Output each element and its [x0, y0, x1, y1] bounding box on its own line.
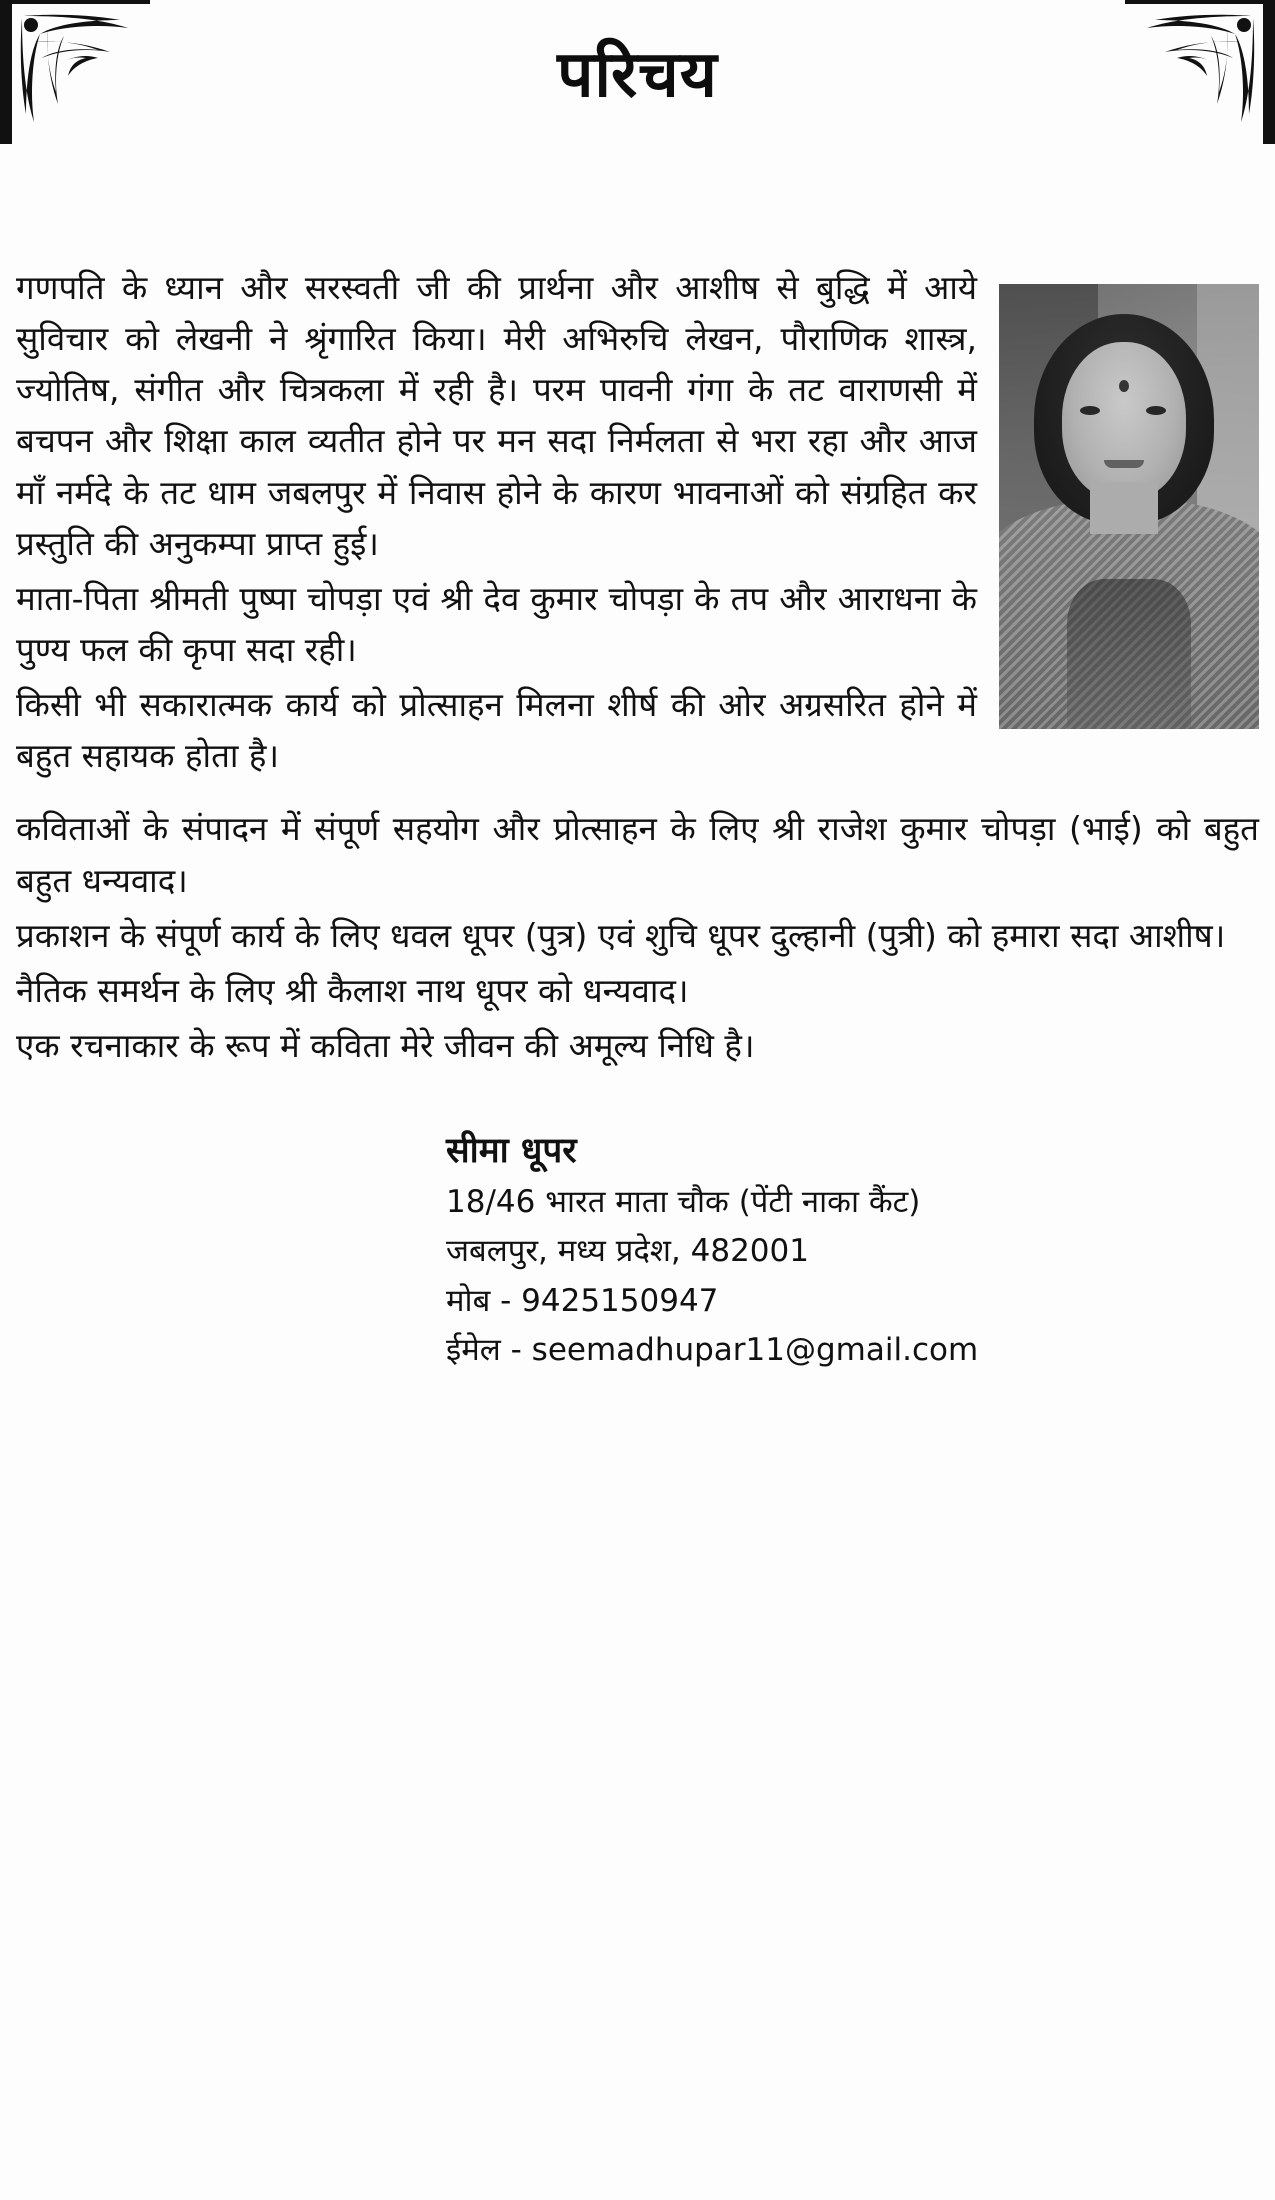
- document-body: [16, 262, 1259, 2200]
- paragraph-parents: माता-पिता श्रीमती पुष्पा चोपड़ा एवं श्री देव कुमार चोपड़ा के तप और आराधना के पुण्य फल की कृपा सदा रही।: [16, 578, 977, 669]
- author-portrait-photo: [999, 284, 1259, 729]
- paragraph-closing: एक रचनाकार के रूप में कविता मेरे जीवन की अमूल्य निधि है।: [16, 1025, 755, 1065]
- page-title: परिचय: [557, 38, 718, 112]
- author-name: सीमा धूपर: [446, 1131, 577, 1172]
- paragraph-intro: गणपति के ध्यान और सरस्वती जी की प्रार्थना और आशीष से बुद्धि में आये सुविचार को लेखनी ने श्रृंगारित किया। मेरी अभिरुचि लेखन, पौराणिक शास्त्र, ज्योतिष, संगीत और चित्रकला में रही है। परम पावनी गंगा के तट वाराणसी में बचपन और शिक्षा काल व्यतीत होने पर मन सदा निर्मलता से भरा रहा और आज माँ नर्मदे के तट धाम जबलपुर में निवास होने के कारण भावनाओं को संग्रहित कर प्रस्तुति की अनुकम्पा प्राप्त हुई।: [16, 268, 977, 563]
- page-title-band: [0, 40, 1275, 110]
- mobile-number: मोब - 9425150947: [446, 1282, 719, 1319]
- address-line-2: जबलपुर, मध्य प्रदेश, 482001: [446, 1233, 809, 1270]
- email-address: ईमेल - seemadhupar11@gmail.com: [446, 1332, 979, 1369]
- signature-block: [16, 1125, 1259, 1376]
- address-line-1: 18/46 भारत माता चौक (पेंटी नाका कैंट): [446, 1183, 921, 1220]
- paragraph-children: प्रकाशन के संपूर्ण कार्य के लिए धवल धूपर (पुत्र) एवं शुचि धूपर दुल्हानी (पुत्री) को हमारा सदा आशीष।: [16, 915, 1226, 955]
- paragraph-encouragement: किसी भी सकारात्मक कार्य को प्रोत्साहन मिलना शीर्ष की ओर अग्रसरित होने में बहुत सहायक होता है।: [16, 685, 977, 776]
- paragraph-moral-support: नैतिक समर्थन के लिए श्री कैलाश नाथ धूपर को धन्यवाद।: [16, 970, 689, 1010]
- paragraph-thanks-brother: कविताओं के संपादन में संपूर्ण सहयोग और प्रोत्साहन के लिए श्री राजेश कुमार चोपड़ा (भाई) को बहुत बहुत धन्यवाद।: [16, 809, 1259, 900]
